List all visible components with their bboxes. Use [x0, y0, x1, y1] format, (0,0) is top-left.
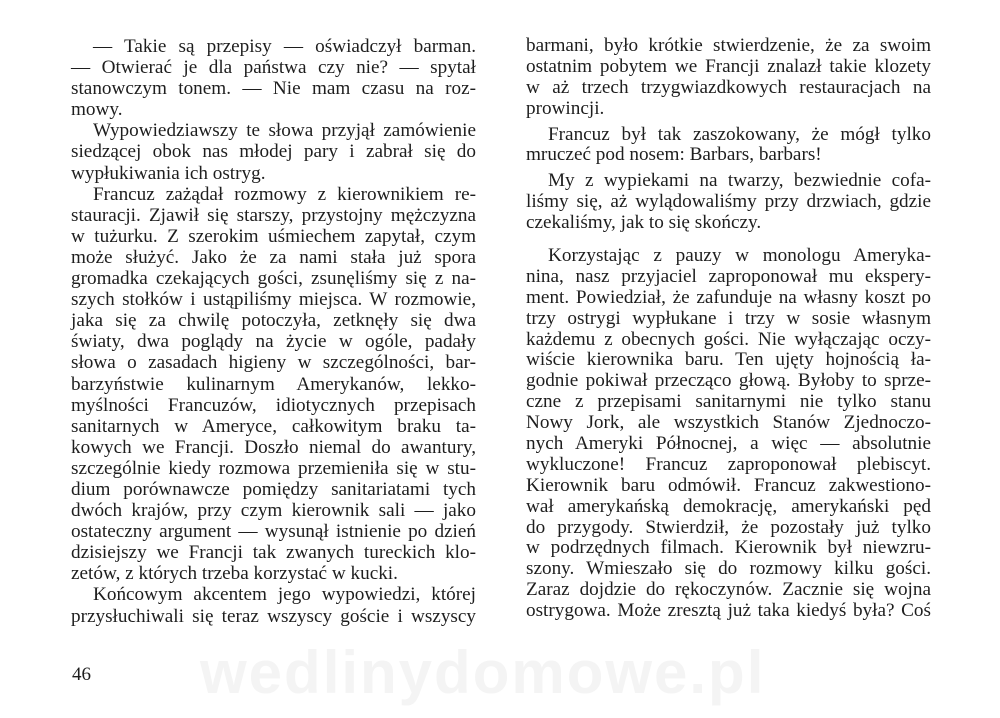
paragraph	[71, 184, 476, 585]
text-line: Francuz zażądał rozmowy z kierownikiem re-	[93, 183, 476, 205]
paragraph	[526, 125, 931, 167]
right-text-column	[526, 36, 931, 627]
text-line: szony. Wmieszało się do rozmowy kilku gości.	[526, 558, 931, 580]
text-line: szych stołków i ustąpiliśmy miejsca. W rozmowie,	[71, 289, 476, 311]
text-line: zetów, z których trzeba korzystać w kucki.	[71, 563, 398, 585]
text-line: My z wypiekami na twarzy, bezwiednie cofa-	[548, 170, 931, 192]
paragraph	[526, 171, 931, 234]
text-line: trzy ostrygi wypłukane i trzy w sosie własnym	[526, 307, 931, 329]
text-line: ostateczny argument — wysunął istnienie po dzień	[71, 521, 476, 543]
text-line: wypłukiwania ich ostryg.	[71, 162, 266, 184]
text-line: Kierownik baru odmówił. Francuz zakwestiono-	[526, 474, 931, 496]
text-line: Końcowym akcentem jego wypowiedzi, której	[93, 584, 476, 606]
watermark: wedlinydomowe.pl	[200, 639, 766, 706]
text-line: wał amerykańską demokrację, amerykański pęd	[526, 495, 931, 517]
text-line: do przygody. Stwierdził, że pozostały już tylko	[526, 516, 931, 538]
text-line: stanowczym tonem. — Nie mam czasu na roz-	[71, 78, 476, 100]
paragraph	[526, 36, 931, 120]
text-line: stauracji. Zjawił się starszy, przystojny mężczyzna	[71, 204, 476, 226]
text-line: w aż trzech trzygwiazdkowych restauracjach na	[526, 76, 931, 98]
text-line: — Otwierać je dla państwa czy nie? — spytał	[71, 57, 476, 79]
text-line: Zaraz dojdzie do rękoczynów. Zacznie się wojna	[526, 579, 931, 601]
text-line: barzyństwie kulinarnym Amerykanów, lekko-	[71, 373, 476, 395]
text-line: może służyć. Jako że za nami stała już spora	[71, 246, 476, 268]
text-line: Nowy Jork, ale wszystkich Stanów Zjednoczo-	[526, 412, 931, 434]
text-line: dwóch krajów, przy czym kierownik sali — jako	[71, 500, 476, 522]
text-line: nych Ameryki Północnej, a więc — absolutnie	[526, 433, 931, 455]
paragraph	[71, 120, 476, 183]
text-line: siedzącej obok nas młodej pary i zabrał się do	[71, 141, 476, 163]
text-line: gromadka czekających gości, zsunęliśmy się z na-	[71, 268, 476, 290]
text-line: światy, dwa poglądy na życie w ogóle, padały	[71, 331, 476, 353]
page-number: 46	[72, 664, 91, 685]
text-line: prowincji.	[526, 97, 605, 119]
text-line: w podrzędnych filmach. Kierownik był niewzru-	[526, 537, 931, 559]
text-line: czne z przepisami sanitarnymi nie tylko stanu	[526, 391, 931, 413]
text-line: myślności Francuzów, idiotycznych przepisach	[71, 394, 476, 416]
text-line: barmani, było krótkie stwierdzenie, że za swoim	[526, 35, 931, 56]
text-line: liśmy się, aż wylądowaliśmy przy drzwiach, gdzie	[526, 191, 931, 213]
text-line: jaka się za chwilę potoczyła, zetknęły się dwa	[71, 310, 476, 332]
text-line: dium porównawcze pomiędzy sanitariatami tych	[71, 478, 476, 500]
text-line: Francuz był tak zaszokowany, że mógł tylko	[548, 123, 931, 145]
text-line: każdemu z obecnych gości. Nie wyłączając oczy-	[526, 328, 931, 350]
text-line: w tużurku. Z szerokim uśmiechem zapytał, czym	[71, 225, 476, 247]
text-line: wykluczone! Francuz zaproponował plebiscyt.	[526, 453, 931, 475]
text-line: dzisiejszy we Francji tak zwanych tureckich klo-	[71, 542, 476, 564]
text-line: wiście kierownika baru. Ten ujęty hojnością ła-	[526, 349, 931, 371]
text-line: Korzystając z pauzy w monologu Ameryka-	[548, 245, 931, 267]
text-line: czekaliśmy, jak to się skończy.	[526, 212, 762, 234]
text-line: Wypowiedziawszy te słowa przyjął zamówienie	[93, 120, 476, 142]
text-line: ostatnim pobytem we Francji znalazł takie klozety	[526, 55, 931, 77]
text-line: ostrygowa. Może zresztą już taka kiedyś była? Coś	[526, 600, 931, 622]
text-line: nina, nasz przyjaciel zaproponował mu ekspery-	[526, 265, 931, 287]
text-line: godnie pokiwał przecząco głową. Byłoby to sprze-	[526, 370, 931, 392]
paragraph	[526, 246, 931, 622]
text-line: mruczeć pod nosem: Barbars, barbars!	[526, 144, 822, 166]
left-text-column	[71, 36, 476, 627]
text-line: kowych we Francji. Doszło niemal do awantury,	[71, 436, 476, 458]
paragraph	[71, 584, 476, 626]
paragraph	[71, 36, 476, 120]
text-line: szczególnie kiedy rozmowa przemieniła się w stu-	[71, 457, 476, 479]
text-line: sanitarnych w Ameryce, całkowitym braku ta-	[71, 415, 476, 437]
text-line: — Takie są przepisy — oświadczył barman.	[93, 36, 476, 57]
text-line: mowy.	[71, 99, 123, 121]
text-line: ment. Powiedział, że zafunduje na własny koszt po	[526, 286, 931, 308]
text-line: przysłuchiwali się teraz wszyscy goście i wszyscy	[71, 605, 476, 627]
text-line: słowa o zasadach higieny w szczególności, bar-	[71, 352, 476, 374]
